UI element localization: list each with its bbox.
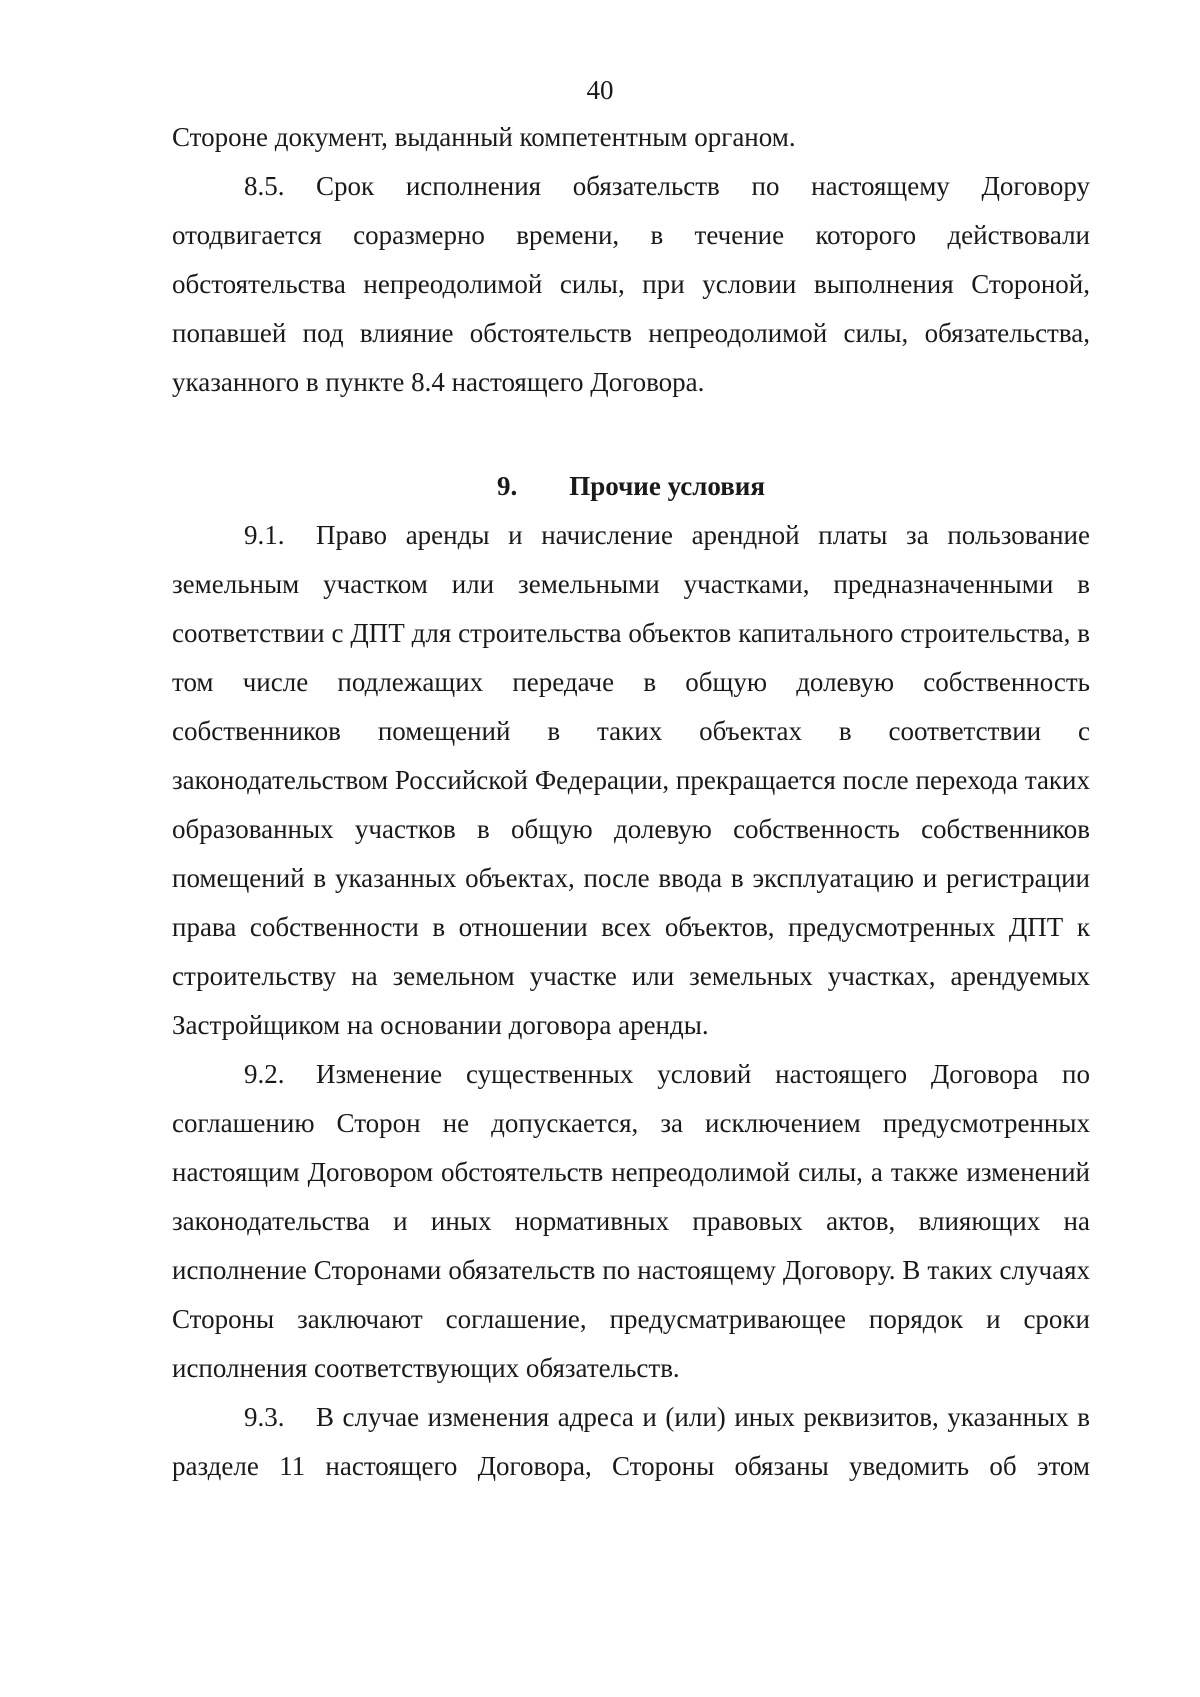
clause-9-3 <box>172 1393 1090 1491</box>
page-number: 40 <box>586 75 614 105</box>
clause-text: В случае изменения адреса и (или) иных реквизитов, указанных в разделе 11 настоящего Договора, Стороны обязаны уведомить об этом <box>172 1402 1090 1481</box>
clause-number: 9.2. <box>244 1059 285 1089</box>
continuation-paragraph: Стороне документ, выданный компетентным органом. <box>172 122 796 152</box>
clause-number: 8.5. <box>244 171 285 201</box>
clause-9-2 <box>172 1050 1090 1393</box>
clause-text: Срок исполнения обязательств по настоящему Договору отодвигается соразмерно времени, в течение которого действовали обстоятельства непреодолимой силы, при условии выполнения Стороной, попавшей под влияние обстоятельств непреодолимой силы, обязательства, указанного в пункте 8.4 настоящего Договора. <box>172 171 1090 397</box>
document-body <box>172 113 1090 1491</box>
section-number: 9. <box>497 471 518 501</box>
clause-text: Право аренды и начисление арендной платы за пользование земельным участком или земельными участками, предназначенными в соответствии с ДПТ для строительства объектов капитального строительства, в том числе подлежащих передаче в общую долевую собственность собственников помещений в таких объектах в соответствии с законодательством Российской Федерации, прекращается после перехода таких образованных участков в общую долевую собственность собственников помещений в указанных объектах, после ввода в эксплуатацию и регистрации права собственности в отношении всех объектов, предусмотренных ДПТ к строительству на земельном участке или земельных участках, арендуемых Застройщиком на основании договора аренды. <box>172 520 1090 1040</box>
clause-8-5 <box>172 162 1090 407</box>
section-title: Прочие условия <box>569 471 765 501</box>
clause-number: 9.1. <box>244 520 285 550</box>
section-heading <box>172 462 1090 511</box>
clause-number: 9.3. <box>244 1402 285 1432</box>
clause-9-1 <box>172 511 1090 1050</box>
clause-text: Изменение существенных условий настоящего Договора по соглашению Сторон не допускается, за исключением предусмотренных настоящим Договором обстоятельств непреодолимой силы, а также изменений законодательства и иных нормативных правовых актов, влияющих на исполнение Сторонами обязательств по настоящему Договору. В таких случаях Стороны заключают соглашение, предусматривающее порядок и сроки исполнения соответствующих обязательств. <box>172 1059 1090 1383</box>
